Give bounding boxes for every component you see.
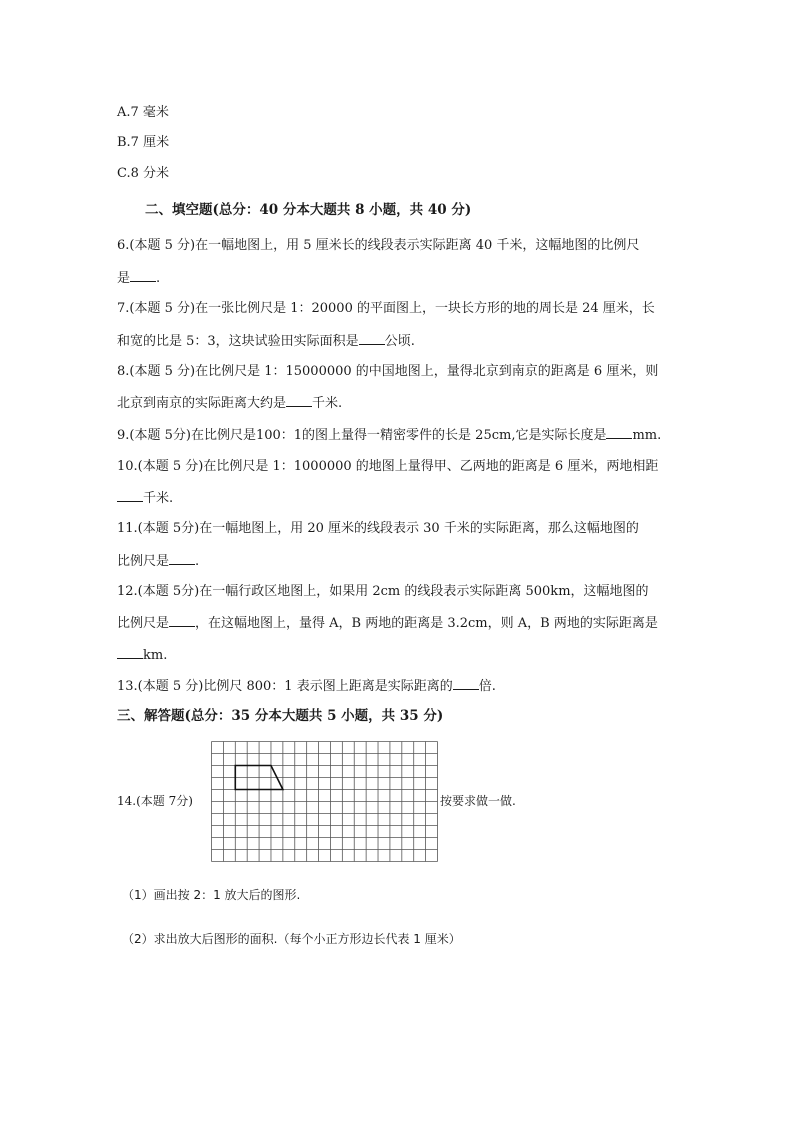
q14-label: 14.(本题 7分) xyxy=(117,794,193,808)
q8-blank[interactable] xyxy=(286,394,312,407)
q11-line1: 11.(本题 5分)在一幅地图上，用 20 厘米的线段表示 30 千米的实际距离，那么这幅地图的 xyxy=(117,521,639,536)
q14-sub1: （1）画出按 2：1 放大后的图形. xyxy=(122,888,301,902)
q13-text: 13.(本题 5 分)比例尺 800：1 表示图上距离是实际距离的 xyxy=(117,679,453,694)
q9-end: mm. xyxy=(632,428,662,443)
q7-text: 和宽的比是 5：3，这块试验田实际面积是 xyxy=(117,334,359,349)
section2-title: 二、填空题(总分：40 分本大题共 8 小题，共 40 分) xyxy=(145,202,472,218)
option-a: A.7 毫米 xyxy=(117,105,169,120)
q14-grid xyxy=(211,741,438,862)
q8-line2 xyxy=(117,394,342,413)
q8-text: 北京到南京的实际距离大约是 xyxy=(117,396,287,411)
q12-line2 xyxy=(117,614,658,633)
section3-title: 三、解答题(总分：35 分本大题共 5 小题，共 35 分) xyxy=(117,708,444,724)
q12-text: 比例尺是 xyxy=(117,616,170,631)
q11-line2 xyxy=(117,552,199,571)
q11-text: 比例尺是 xyxy=(117,554,170,569)
q11-end: . xyxy=(195,554,200,569)
q12-end: km. xyxy=(143,648,168,663)
q10-blank[interactable] xyxy=(117,489,143,502)
q7-line2 xyxy=(117,332,415,351)
q6-line1: 6.(本题 5 分)在一幅地图上，用 5 厘米长的线段表示实际距离 40 千米，这幅地图的比例尺 xyxy=(117,238,640,253)
option-b: B.7 厘米 xyxy=(117,135,170,150)
q12-line1: 12.(本题 5分)在一幅行政区地图上，如果用 2cm 的线段表示实际距离 500km，这幅地图的 xyxy=(117,584,649,599)
q11-blank[interactable] xyxy=(169,552,195,565)
q6-text: 是 xyxy=(117,271,131,286)
grid-figure xyxy=(211,741,438,862)
q7-line1: 7.(本题 5 分)在一张比例尺是 1：20000 的平面图上，一块长方形的地的周长是 24 厘米，长 xyxy=(117,301,655,316)
q13-blank[interactable] xyxy=(453,677,479,690)
q12-line3 xyxy=(117,646,167,665)
q8-line1: 8.(本题 5 分)在比例尺是 1：15000000 的中国地图上，量得北京到南京的距离是 6 厘米，则 xyxy=(117,364,659,379)
q9-blank[interactable] xyxy=(606,426,632,439)
q13-end: 倍. xyxy=(478,679,496,694)
q12-blank-1[interactable] xyxy=(169,614,195,627)
q14-sub2: （2）求出放大后图形的面积.（每个小正方形边长代表 1 厘米） xyxy=(122,932,461,946)
q10-end: 千米. xyxy=(143,491,174,506)
q8-end: 千米. xyxy=(312,396,343,411)
q12-text-2: ，在这幅地图上，量得 A，B 两地的距离是 3.2cm，则 A，B 两地的实际距离是 xyxy=(195,616,658,631)
q6-end: . xyxy=(156,271,161,286)
q12-blank-2[interactable] xyxy=(117,646,143,659)
q9-text: 9.(本题 5分)在比例尺是100：1的图上量得一精密零件的长是 25cm,它是实际长度是 xyxy=(117,428,607,443)
option-c: C.8 分米 xyxy=(117,166,170,181)
q14-instruction: 按要求做一做. xyxy=(440,794,516,808)
q6-line2 xyxy=(117,269,160,288)
q6-blank[interactable] xyxy=(130,269,156,282)
q7-end: 公顷. xyxy=(384,334,415,349)
q13-line1 xyxy=(117,677,496,696)
q10-line2 xyxy=(117,489,173,508)
q10-line1: 10.(本题 5 分)在比例尺是 1：1000000 的地图上量得甲、乙两地的距离是 6 厘米，两地相距 xyxy=(117,459,659,474)
q9-line1 xyxy=(117,426,661,445)
q7-blank[interactable] xyxy=(359,332,385,345)
